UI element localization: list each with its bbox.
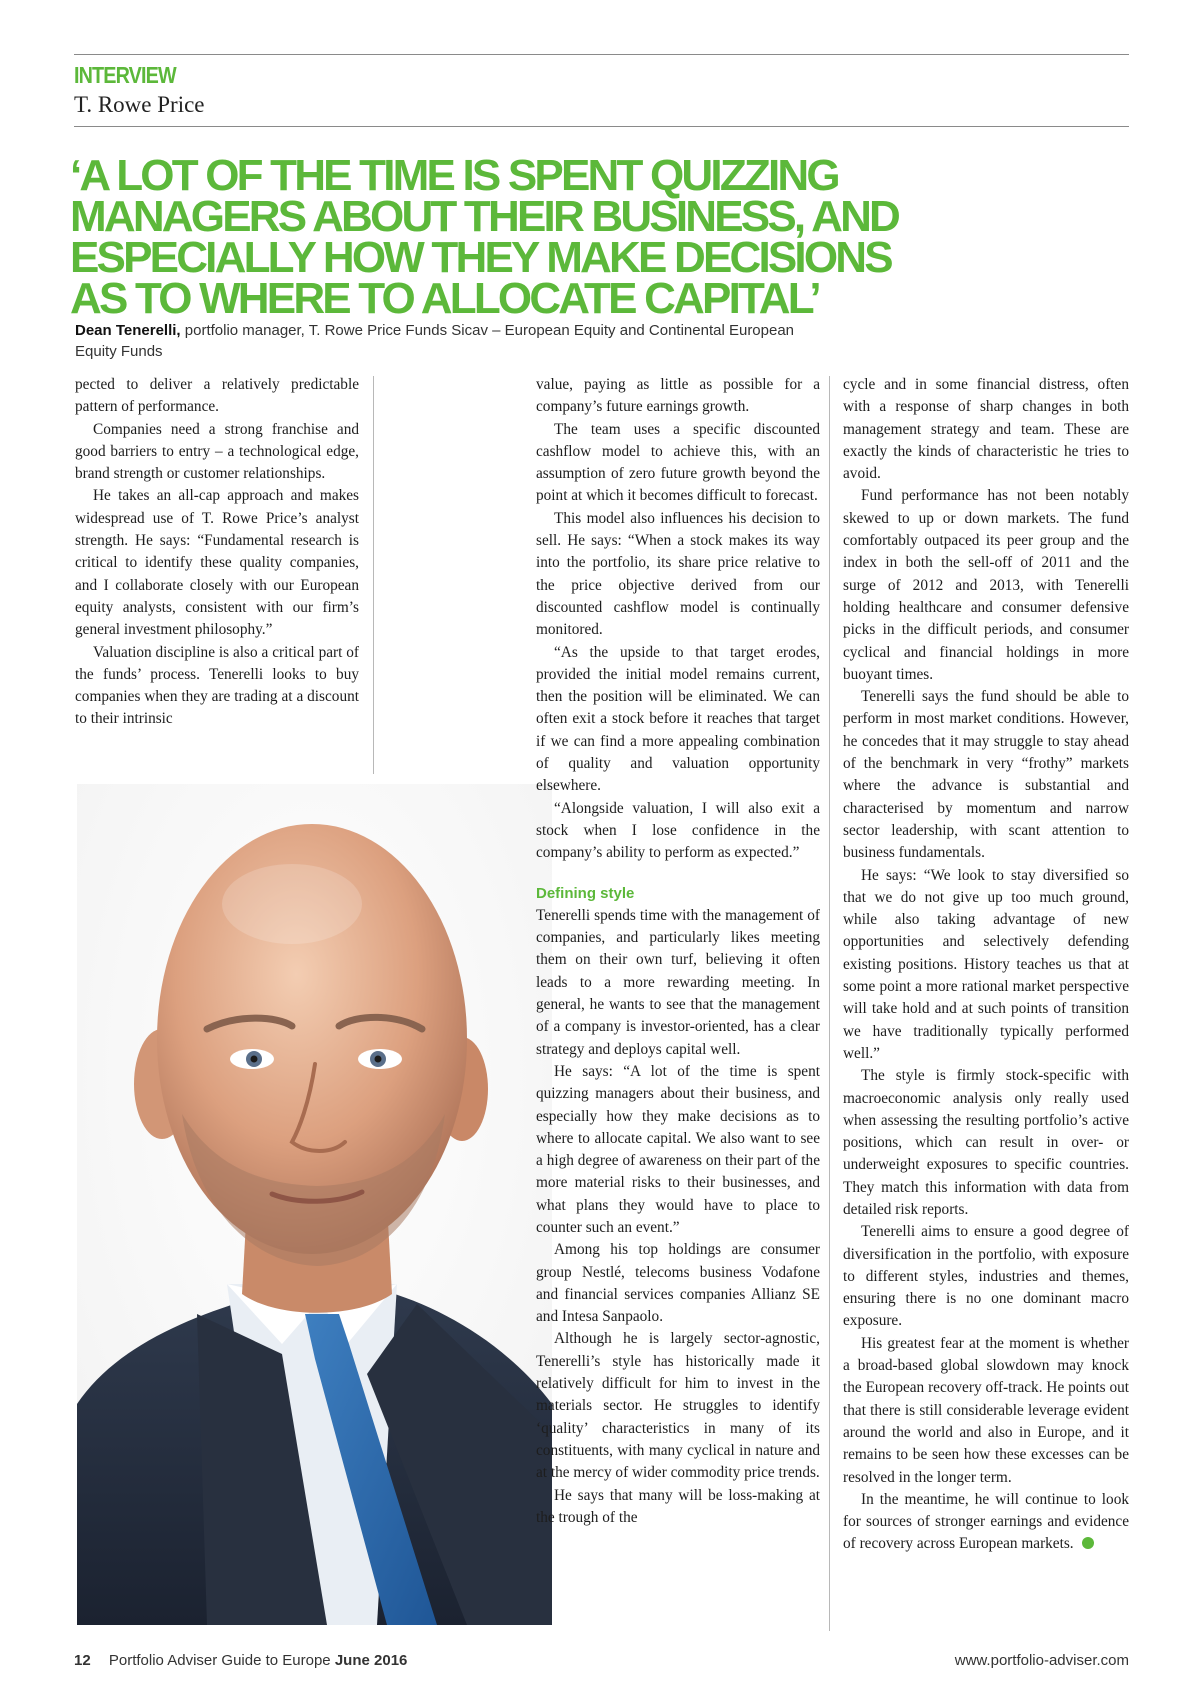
paragraph: Fund performance has not been notably skewed to up or down markets. The fund comfortably outpaced its peer group and the index in both the sell-off of 2011 and the surge of 2012 and 2013, with Tenerelli holding healthcare and consumer defensive picks in the difficult periods, and consumer cyclical and financial holdings in more buoyant times.	[843, 487, 1129, 683]
paragraph: Tenerelli spends time with the management of companies, and particularly likes meeting them on their own turf, believing it often leads to a more rewarding meeting. In general, he wants to see that the management of a company is investor-oriented, has a clear strategy and deploys capital well.	[536, 906, 820, 1058]
paragraph: He says that many will be loss-making at the trough of the	[536, 1486, 820, 1526]
paragraph: “As the upside to that target erodes, provided the initial model remains current, then the position will be eliminated. We can often exit a stock before it reaches that target if we can find a more appealing combination of quality and valuation opportunity elsewhere.	[536, 643, 820, 795]
paragraph: Companies need a strong franchise and good barriers to entry – a technological edge, brand strength or customer relationships.	[75, 420, 359, 483]
attribution-name: Dean Tenerelli,	[75, 322, 181, 339]
paragraph: cycle and in some financial distress, often with a response of sharp changes in both management strategy and team. These are exactly the kinds of characteristic he tries to avoid.	[843, 376, 1129, 483]
green-dot-icon	[1082, 1537, 1094, 1549]
pull-quote-headline	[70, 151, 970, 323]
paragraph-text: In the meantime, he will continue to look for sources of stronger earnings and evidence of recovery across European markets.	[843, 1490, 1129, 1553]
paragraph: Among his top holdings are consumer group Nestlé, telecoms business Vodafone and financial services companies Allianz SE and Intesa Sanpaolo.	[536, 1241, 820, 1326]
header-rule	[74, 126, 1129, 127]
attribution-role: portfolio manager, T. Rowe Price Funds Sicav – European Equity and Continental European Equity Funds	[75, 322, 795, 360]
issue-date: June 2016	[334, 1652, 408, 1669]
paragraph: He says: “We look to stay diversified so that we do not give up too much ground, while also taking advantage of new opportunities and selectively defending existing positions. History teaches us that at some point a more rational market perspective will take hold and at such points of transition we have traditionally typically performed well.”	[843, 866, 1129, 1062]
paragraph: He takes an all-cap approach and makes widespread use of T. Rowe Price’s analyst strength. He says: “Fundamental research is critical to identify these quality companies, and I collaborate closely with our European equity analysts, consistent with our firm’s general investment philosophy.”	[75, 487, 359, 639]
paragraph: value, paying as little as possible for a company’s future earnings growth.	[536, 376, 820, 416]
paragraph: pected to deliver a relatively predictable pattern of performance.	[75, 376, 359, 416]
article-column-3	[843, 374, 1129, 1556]
paragraph: The style is firmly stock-specific with macroeconomic analysis only really used when assessing the resulting portfolio’s active positions, which can result in over- or underweight exposures to specific countries. They match this information with data from detailed risk reports.	[843, 1067, 1129, 1218]
section-label: INTERVIEW	[74, 62, 176, 88]
paragraph: Valuation discipline is also a critical part of the funds’ process. Tenerelli looks to buy companies when they are trading at a discount to their intrinsic	[75, 643, 359, 728]
paragraph: “Alongside valuation, I will also exit a stock when I lose confidence in the company’s ability to perform as expected.”	[536, 799, 820, 862]
paragraph: His greatest fear at the moment is whether a broad-based global slowdown may knock the European recovery off-track. He points out that there is still considerable leverage evident around the world and also in Europe, and it remains to be seen how these excesses can be resolved in the longer term.	[843, 1334, 1129, 1486]
attribution	[75, 320, 815, 362]
paragraph: Tenerelli aims to ensure a good degree of diversification in the portfolio, with exposure to different styles, industries and themes, ensuring there is no one dominant macro exposure.	[843, 1223, 1129, 1330]
footer-left	[74, 1652, 407, 1669]
subheading: Defining style	[536, 884, 635, 902]
page-number: 12	[74, 1652, 91, 1669]
article-column-2	[536, 374, 820, 1529]
publication-name: Portfolio Adviser Guide to Europe	[108, 1652, 331, 1669]
top-rule	[74, 54, 1129, 55]
paragraph: The team uses a specific discounted cashflow model to achieve this, with an assumption of zero future growth beyond the point at which it becomes difficult to forecast.	[536, 420, 820, 505]
website-link[interactable]: www.portfolio-adviser.com	[954, 1652, 1129, 1669]
paragraph: He says: “A lot of the time is spent quizzing managers about their business, and especially how they make decisions as to where to allocate capital. We also want to see a high degree of awareness on their part of the more material risks to their businesses, and what plans they would have to place to counter such an event.”	[536, 1062, 820, 1236]
pull-quote-line: ESPECIALLY HOW THEY MAKE DECISIONS	[70, 233, 891, 282]
column-divider	[829, 376, 830, 1631]
pull-quote-line: ‘A LOT OF THE TIME IS SPENT QUIZZING	[70, 151, 838, 200]
portrait-photo	[77, 784, 552, 1625]
pull-quote-line: MANAGERS ABOUT THEIR BUSINESS, AND	[70, 192, 899, 241]
paragraph: Tenerelli says the fund should be able to perform in most market conditions. However, he concedes that it may struggle to stay ahead of the benchmark in very “frothy” markets where the advance is substantial and characterised by momentum and narrow sector leadership, with scant attention to business fundamentals.	[843, 688, 1129, 862]
company-name: T. Rowe Price	[74, 92, 205, 117]
paragraph-final	[843, 1489, 1129, 1556]
article-column-1	[75, 374, 359, 731]
column-divider	[373, 376, 374, 774]
pull-quote-line: AS TO WHERE TO ALLOCATE CAPITAL’	[70, 274, 819, 323]
paragraph: Although he is largely sector-agnostic, Tenerelli’s style has historically made it relatively difficult for him to invest in the materials sector. He struggles to identify ‘quality’ characteristics in many of its constituents, with many cyclical in nature and at the mercy of wider commodity price trends.	[536, 1330, 820, 1482]
paragraph: This model also influences his decision to sell. He says: “When a stock makes its way into the portfolio, its share price relative to the price objective derived from our discounted cashflow model is continually monitored.	[536, 509, 820, 639]
